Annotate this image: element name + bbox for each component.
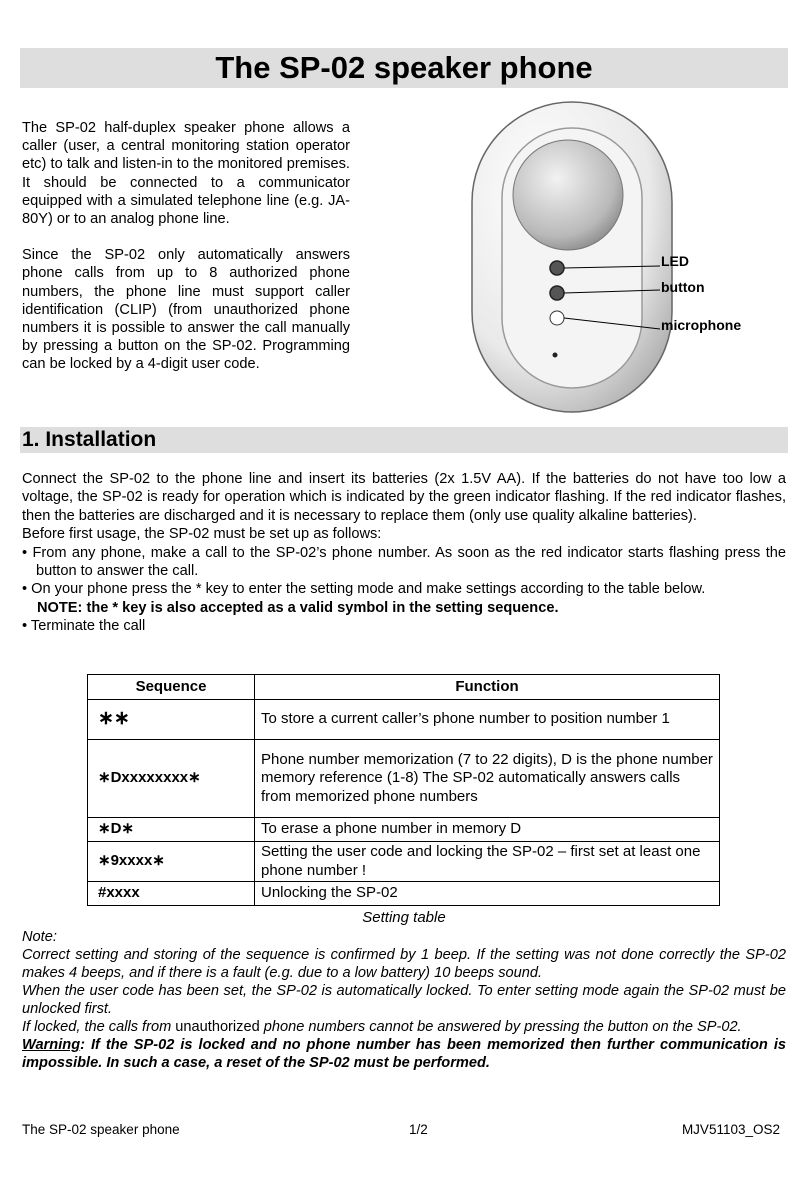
- note-label: Note:: [22, 929, 57, 945]
- footer-page-number: 1/2: [409, 1122, 428, 1137]
- column-header-sequence: Sequence: [88, 675, 255, 700]
- note-locked-part-3: phone numbers cannot be answered by pressing the button on the SP-02.: [263, 1019, 742, 1035]
- intro-paragraph-1: The SP-02 half-duplex speaker phone allows a caller (user, a central monitoring station operator etc) to talk and listen-in to the monitored premises. It should be connected to a communicator equipped with a simulated telephone line (e.g. JA-80Y) or to an analog phone line.: [22, 120, 350, 228]
- notes-block: [22, 928, 786, 1072]
- setting-table: [87, 674, 720, 906]
- function-cell: Unlocking the SP-02: [255, 882, 720, 906]
- speaker-grille: [513, 140, 623, 250]
- footer-doc-title: The SP-02 speaker phone: [22, 1122, 180, 1137]
- sequence-cell: ∗∗: [88, 700, 255, 740]
- bullet-item: • Terminate the call: [22, 618, 146, 635]
- section-heading-installation: [20, 427, 788, 453]
- footer-doc-code: MJV51103_OS2: [681, 1122, 780, 1137]
- button-ring: [550, 311, 564, 325]
- note-locked: [22, 1018, 786, 1036]
- sequence-cell: ∗9xxxx∗: [88, 842, 255, 882]
- star-key-note: NOTE: the * key is also accepted as a valid symbol in the setting sequence.: [37, 599, 559, 616]
- table-row: [88, 740, 720, 818]
- table-row: [88, 842, 720, 882]
- function-cell: To erase a phone number in memory D: [255, 818, 720, 842]
- column-header-function: Function: [255, 675, 720, 700]
- page-title: The SP-02 speaker phone: [20, 48, 788, 88]
- note-beeps: Correct setting and storing of the sequence is confirmed by 1 beep. If the setting was not done correctly the SP-02 makes 4 beeps, and if there is a fault (e.g. due to a low battery) 10 beeps sound.: [22, 947, 786, 981]
- installation-paragraph-2: Before first usage, the SP-02 must be set up as follows:: [22, 526, 382, 543]
- bullet-item: • On your phone press the * key to enter the setting mode and make settings according to the table below.: [22, 581, 706, 598]
- microphone-hole: [553, 353, 558, 358]
- sequence-cell: #xxxx: [88, 882, 255, 906]
- function-cell: To store a current caller’s phone number to position number 1: [255, 700, 720, 740]
- sequence-cell: ∗Dxxxxxxxx∗: [88, 740, 255, 818]
- table-row: [88, 882, 720, 906]
- intro-text: [22, 119, 350, 392]
- button-label: button: [661, 279, 705, 295]
- warning-label: Warning: [22, 1037, 81, 1053]
- installation-paragraph-1: Connect the SP-02 to the phone line and insert its batteries (2x 1.5V AA). If the batteries do not have too low a voltage, the SP-02 is ready for operation which is indicated by the green indicator flashing. If the red indicator flashes, then the batteries are discharged and it is necessary to replace them (only use quality alkaline batteries).: [22, 471, 786, 524]
- table-caption: Setting table: [362, 909, 446, 926]
- function-cell: Setting the user code and locking the SP-02 – first set at least one phone number !: [255, 842, 720, 882]
- table-header-row: [88, 675, 720, 700]
- table-row: [88, 818, 720, 842]
- led-indicator: [550, 261, 564, 275]
- warning-text: [22, 1036, 786, 1072]
- section-heading-text: 1. Installation: [22, 428, 157, 451]
- note-locked-part-1: If locked, the calls from: [22, 1019, 172, 1035]
- sequence-cell: ∗D∗: [88, 818, 255, 842]
- device-illustration: [470, 100, 770, 420]
- intro-paragraph-2: Since the SP-02 only automatically answers phone calls from up to 8 authorized phone numbers, the phone line must support caller identification (CLIP) (from unauthorized phone numbers it is possible to answer the call manually by pressing a button on the SP-02. Programming can be locked by a 4-digit user code.: [22, 247, 350, 373]
- note-locked-part-2: unauthorized: [171, 1019, 264, 1035]
- microphone-label: microphone: [661, 317, 742, 333]
- bullet-item: • From any phone, make a call to the SP-02’s phone number. As soon as the red indicator starts flashing press the button to answer the call.: [22, 544, 786, 580]
- note-user-code: When the user code has been set, the SP-02 is automatically locked. To enter setting mode again the SP-02 must be unlocked first.: [22, 983, 786, 1017]
- table-row: [88, 700, 720, 740]
- led-label: LED: [661, 253, 689, 269]
- installation-text: [22, 470, 786, 636]
- warning-body: : If the SP-02 is locked and no phone number has been memorized then further communication is impossible. In such a case, a reset of the SP-02 must be performed.: [22, 1037, 786, 1071]
- answer-button: [550, 286, 564, 300]
- function-cell: Phone number memorization (7 to 22 digits), D is the phone number memory reference (1-8) The SP-02 automatically answers calls from memorized phone numbers: [255, 740, 720, 818]
